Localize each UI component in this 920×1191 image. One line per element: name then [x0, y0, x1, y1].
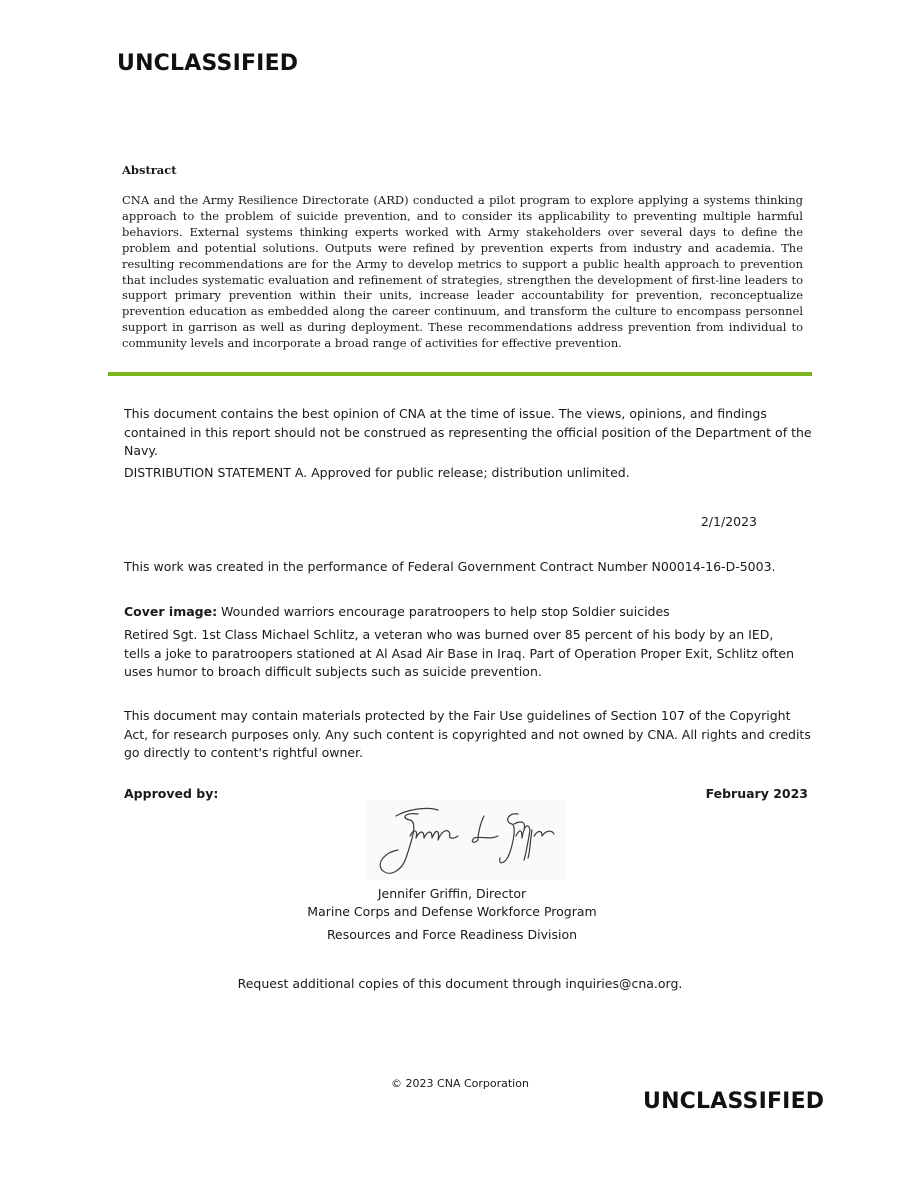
- cover-image-label: Cover image:: [124, 604, 218, 619]
- classification-marking-top: UNCLASSIFIED: [117, 51, 299, 76]
- signer-program: Marine Corps and Defense Workforce Program: [307, 904, 597, 919]
- signer-name: Jennifer Griffin, Director: [377, 886, 527, 901]
- approval-date: February 2023: [705, 786, 808, 801]
- approval-row: [124, 786, 808, 801]
- disclaimer-notice: This document contains the best opinion of CNA at the time of issue. The views, opinions, and findings contained in this report should not be construed as representing the official position of the Department of the Navy.: [124, 406, 812, 458]
- abstract-heading: Abstract: [122, 163, 177, 177]
- approved-by-label: Approved by:: [124, 786, 219, 801]
- distribution-statement: DISTRIBUTION STATEMENT A. Approved for public release; distribution unlimited.: [124, 465, 630, 480]
- fair-use-notice: This document may contain materials protected by the Fair Use guidelines of Section 107 of the Copyright Act, for research purposes only. Any such content is copyrighted and not owned by CNA. All rights and credits go directly to content's rightful owner.: [124, 708, 811, 760]
- classification-marking-bottom: UNCLASSIFIED: [643, 1089, 825, 1114]
- request-copies-notice: Request additional copies of this document through inquiries@cna.org.: [237, 976, 683, 991]
- signer-division: Resources and Force Readiness Division: [326, 927, 578, 942]
- cover-image-caption: [124, 603, 814, 622]
- copyright-notice: © 2023 CNA Corporation: [391, 1077, 529, 1090]
- abstract-text: CNA and the Army Resilience Directorate (ARD) conducted a pilot program to explore applying a systems thinking approach to the problem of suicide prevention, and to consider its applicability to preventing multiple harmful behaviors. External systems thinking experts worked with Army stakeholders over several days to define the problem and potential solutions. Outputs were refined by prevention experts from industry and academia. The resulting recommendations are for the Army to develop metrics to support a public health approach to prevention that includes systematic evaluation and refinement of strategies, strengthen the development of first-line leaders to support primary prevention within their units, increase leader accountability for prevention, reconceptualize prevention education as embedded along the career continuum, and transform the culture to encompass personnel support in garrison as well as during deployment. These recommendations address prevention from individual to community levels and incorporate a broad range of activities for effective prevention.: [122, 193, 803, 351]
- section-divider: [108, 372, 812, 376]
- abstract-section: [122, 163, 803, 352]
- document-date: 2/1/2023: [700, 514, 757, 529]
- contract-notice: This work was created in the performance of Federal Government Contract Number N00014-16-D-5003.: [124, 559, 776, 574]
- cover-image-title: Wounded warriors encourage paratroopers to help stop Soldier suicides: [217, 604, 670, 619]
- signature-image: [366, 800, 566, 880]
- cover-image-description: Retired Sgt. 1st Class Michael Schlitz, a veteran who was burned over 85 percent of his body by an IED, tells a joke to paratroopers stationed at Al Asad Air Base in Iraq. Part of Operation Proper Exit, Schlitz often uses humor to broach difficult subjects such as suicide prevention.: [124, 627, 795, 679]
